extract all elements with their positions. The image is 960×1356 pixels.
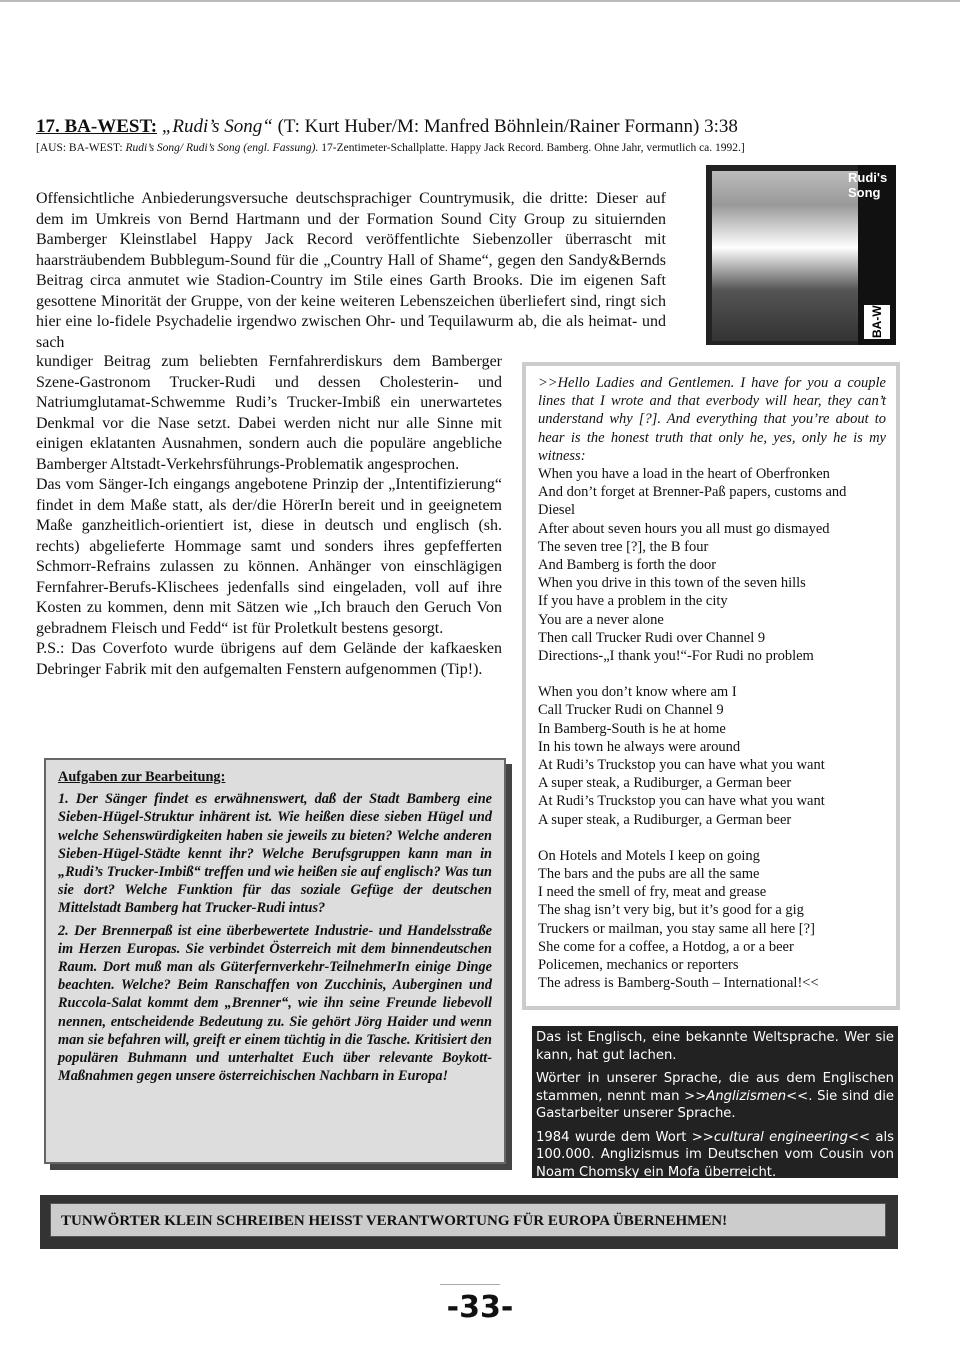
lyric-line: Then call Trucker Rudi over Channel 9 bbox=[538, 629, 766, 646]
slogan-text: TUNWÖRTER KLEIN SCHREIBEN HEISST VERANTWORTUNG FÜR EUROPA ÜBERNEHMEN! bbox=[50, 1203, 886, 1237]
tasks-heading: Aufgaben zur Bearbeitung: bbox=[58, 769, 226, 785]
lyric-line: The shag isn’t very big, but it’s good for a gig bbox=[538, 902, 804, 919]
stanza-gap bbox=[538, 829, 886, 847]
lyric-line: You are a never alone bbox=[538, 611, 664, 628]
lyric-line: She come for a coffee, a Hotdog, a or a beer bbox=[538, 938, 794, 955]
lyric-line: In his town he always were around bbox=[538, 738, 741, 755]
stanza-gap bbox=[538, 665, 886, 683]
sidebar-term: >>Anglizismen<< bbox=[684, 1088, 809, 1104]
lyric-line: When you have a load in the heart of Oberfronken bbox=[538, 466, 830, 483]
tasks-box bbox=[44, 758, 506, 1164]
cover-logo: BA-W bbox=[864, 305, 890, 339]
sidebar-text: Wörter in unserer Sprache, die aus dem Englischen stammen, nennt man bbox=[536, 1071, 894, 1104]
lyric-line: In Bamberg-South is he at home bbox=[538, 720, 726, 737]
song-duration: 3:38 bbox=[704, 116, 738, 137]
top-rule bbox=[0, 0, 960, 2]
lyric-line: The bars and the pubs are all the same bbox=[538, 866, 760, 883]
sidebar-text: 1984 wurde dem Wort bbox=[536, 1129, 692, 1145]
lyric-line: At Rudi’s Truckstop you can have what you want bbox=[538, 757, 825, 774]
task-item-1: 1. Der Sänger findet es erwähnenswert, daß der Stadt Bamberg eine Sieben-Hügel-Struktur inhärent ist. Wie heißen diese sieben Hügel und welche Sehenswürdigkeiten haben sie jeweils zu bieten? Welche anderen Sieben-Hügel-Städte kennt ihr? Welche Berufsgruppen kann man in „Rudi’s Trucker-Imbiß“ treffen und wie heißen sie auf englisch? Was tun sie dort? Welche Funktion für das soziale Gefüge der deutschen Mittelstadt Bamberg hat Trucker-Rudi intus? bbox=[58, 791, 492, 917]
lyrics-stanza-2 bbox=[538, 683, 886, 829]
lyric-line: The adress is Bamberg-South – International!<< bbox=[538, 975, 819, 992]
lyrics-box bbox=[522, 362, 900, 1010]
song-title: „Rudi’s Song“ bbox=[161, 116, 273, 137]
slogan-banner bbox=[40, 1195, 898, 1249]
cover-photo bbox=[712, 171, 860, 341]
record-cover-image bbox=[706, 165, 896, 345]
anglicism-sidebar bbox=[532, 1026, 898, 1178]
review-body bbox=[36, 352, 502, 680]
sidebar-text: als 100.000. Anglizismus im Deutschen vom Cousin von Noam Chomsky ein Mofa überreicht. bbox=[536, 1129, 895, 1180]
lyric-line: A super steak, a Rudiburger, a German beer bbox=[538, 775, 792, 792]
sidebar-paragraph-2 bbox=[536, 1070, 894, 1123]
body-paragraph-1: kundiger Beitrag zum beliebten Fernfahrerdiskurs dem Bamberger Szene-Gastronom Trucker-Rudi und dessen Cholesterin- und Natriumglutamat-Schwemme Rudi’s Trucker-Imbiß ein unerwartetes Denkmal vor die Nase setzt. Dabei werden nicht nur alle Sinne mit einigen eklatanten Ausnahmen, sondern auch die populäre angebliche Bamberger Altstadt-Verkehrsführungs-Problematik angesprochen. bbox=[36, 353, 502, 473]
lyric-line: I need the smell of fry, meat and grease bbox=[538, 884, 767, 901]
lyric-line: Call Trucker Rudi on Channel 9 bbox=[538, 702, 724, 719]
entry-title bbox=[36, 116, 738, 138]
lyric-line: A super steak, a Rudiburger, a German beer bbox=[538, 811, 792, 828]
song-credits: (T: Kurt Huber/M: Manfred Böhnlein/Rainer Formann) bbox=[277, 116, 700, 137]
sidebar-paragraph-3 bbox=[536, 1129, 894, 1182]
lyric-line: After about seven hours you all must go dismayed bbox=[538, 520, 830, 537]
source-prefix: [AUS: BA-WEST: bbox=[36, 142, 123, 154]
lyric-line: On Hotels and Motels I keep on going bbox=[538, 847, 760, 864]
cover-title: Rudi's Song bbox=[848, 170, 888, 200]
sidebar-term: >>cultural engineering<< bbox=[691, 1129, 871, 1145]
task-item-2: 2. Der Brennerpaß ist eine überbewertete Industrie- und Handelsstraße im Herzen Europas. Sie verbindet Österreich mit dem binnendeutschen Raum. Dort muß man als Güterfernverkehr-TeilnehmerIn einige Dinge beachten. Welche? Beim Ranschaffen von Zucchinis, Auberginen und Ruccola-Salat kommt dem „Brenner“, wie ihn seine Freunde liebevoll nennen, entscheidende Bedeutung zu. Sie gehört Jörg Haider und wenn man sie befahren will, greift er einem tüchtig in die Tasche. Kritisiert den populären Buhmann und unterhaltet Euch über relevante Boykott-Maßnahmen gegen unsere österreichischen Nachbarn in Europa! bbox=[58, 922, 492, 1085]
page-number: -33- bbox=[446, 1290, 514, 1325]
lyric-line: Truckers or mailman, you stay same all here [?] bbox=[538, 920, 815, 937]
lyrics-stanza-1 bbox=[538, 465, 886, 665]
lyric-line: Directions-„I thank you!“-For Rudi no problem bbox=[538, 648, 814, 665]
body-paragraph-3: P.S.: Das Coverfoto wurde übrigens auf dem Gelände der kafkaesken Debringer Fabrik mit den aufgemalten Fenstern aufgenommen (Tip!). bbox=[36, 640, 502, 678]
lyrics-stanza-3 bbox=[538, 847, 886, 993]
lyric-line: If you have a problem in the city bbox=[538, 593, 728, 610]
lyric-line: The seven tree [?], the B four bbox=[538, 538, 709, 555]
lyric-line: Policemen, mechanics or reporters bbox=[538, 957, 739, 974]
source-details: 17-Zentimeter-Schallplatte. Happy Jack Record. Bamberg. Ohne Jahr, vermutlich ca. 1992.] bbox=[321, 142, 745, 154]
source-title: Rudi’s Song/ Rudi’s Song (engl. Fassung). bbox=[125, 142, 319, 154]
entry-number: 17. BA-WEST: bbox=[36, 116, 158, 137]
source-line bbox=[36, 140, 896, 156]
body-paragraph-2: Das vom Sänger-Ich eingangs angebotene Prinzip der „Intentifizierung“ findet in dem Maße statt, als der/die HörerIn bereit und in geeignetem Maße ganzheitlich-orientiert ist, diese in deutsch und englisch (sh. rechts) abgelieferte Hommage samt und sonders ihres gepfefferten Schmorr-Refrains zulassen zu können. Anhänger von einschlägigen Fernfahrer-Berufs-Klischees jedenfalls sind eingeladen, voll auf ihre Kosten zu kommen, denn mit Sätzen wie „Ich brauch den Geruch Von gebradnem Fleisch und Fedd“ ist für Proletkult bestens gesorgt. bbox=[36, 476, 502, 637]
lyric-line: And Bamberg is forth the door bbox=[538, 557, 717, 574]
lyric-line: And don’t forget at Brenner-Paß papers, customs and Diesel bbox=[538, 484, 847, 519]
sidebar-paragraph-1: Das ist Englisch, eine bekannte Weltsprache. Wer sie kann, hat gut lachen. bbox=[536, 1030, 894, 1063]
lyric-line: When you drive in this town of the seven hills bbox=[538, 575, 806, 592]
sidebar-text: . Sie sind die Gastarbeiter unserer Sprache. bbox=[536, 1088, 894, 1121]
intro-paragraph: Offensichtliche Anbiederungsversuche deutschsprachiger Countrymusik, die dritte: Dieser auf dem im Umkreis von Bernd Hartmann und der Formation Sound City Group zu situiernden Bamberger Kleinstlabel Happy Jack Record veröffentlichte Siebenzoller überrascht mit haarsträubendem Bubblegum-Sound für die „Country Hall of Shame“, gegen den Sandy&Bernds Beitrag circa anmutet wie Stadion-Country im Stile eines Garth Brooks. Die im eigenen Saft gesottene Minorität der Gruppe, von der keine weiteren Lebenszeichen überliefert sind, ringt sich hier eine lo-fidele Psychadelie irgendwo zwischen Ohr- und Tequilawurm ab, die als heimat- und sach bbox=[36, 190, 666, 351]
lyric-line: At Rudi’s Truckstop you can have what you want bbox=[538, 793, 825, 810]
lyrics-intro: >>Hello Ladies and Gentlemen. I have for you a couple lines that I wrote and that everbody will hear, they can’t understand why [?]. And everything that you’re about to hear is the honest truth that only he, yes, only he is my witness: bbox=[538, 375, 886, 464]
lyric-line: When you don’t know where am I bbox=[538, 684, 737, 701]
page-number-rule bbox=[440, 1284, 500, 1285]
